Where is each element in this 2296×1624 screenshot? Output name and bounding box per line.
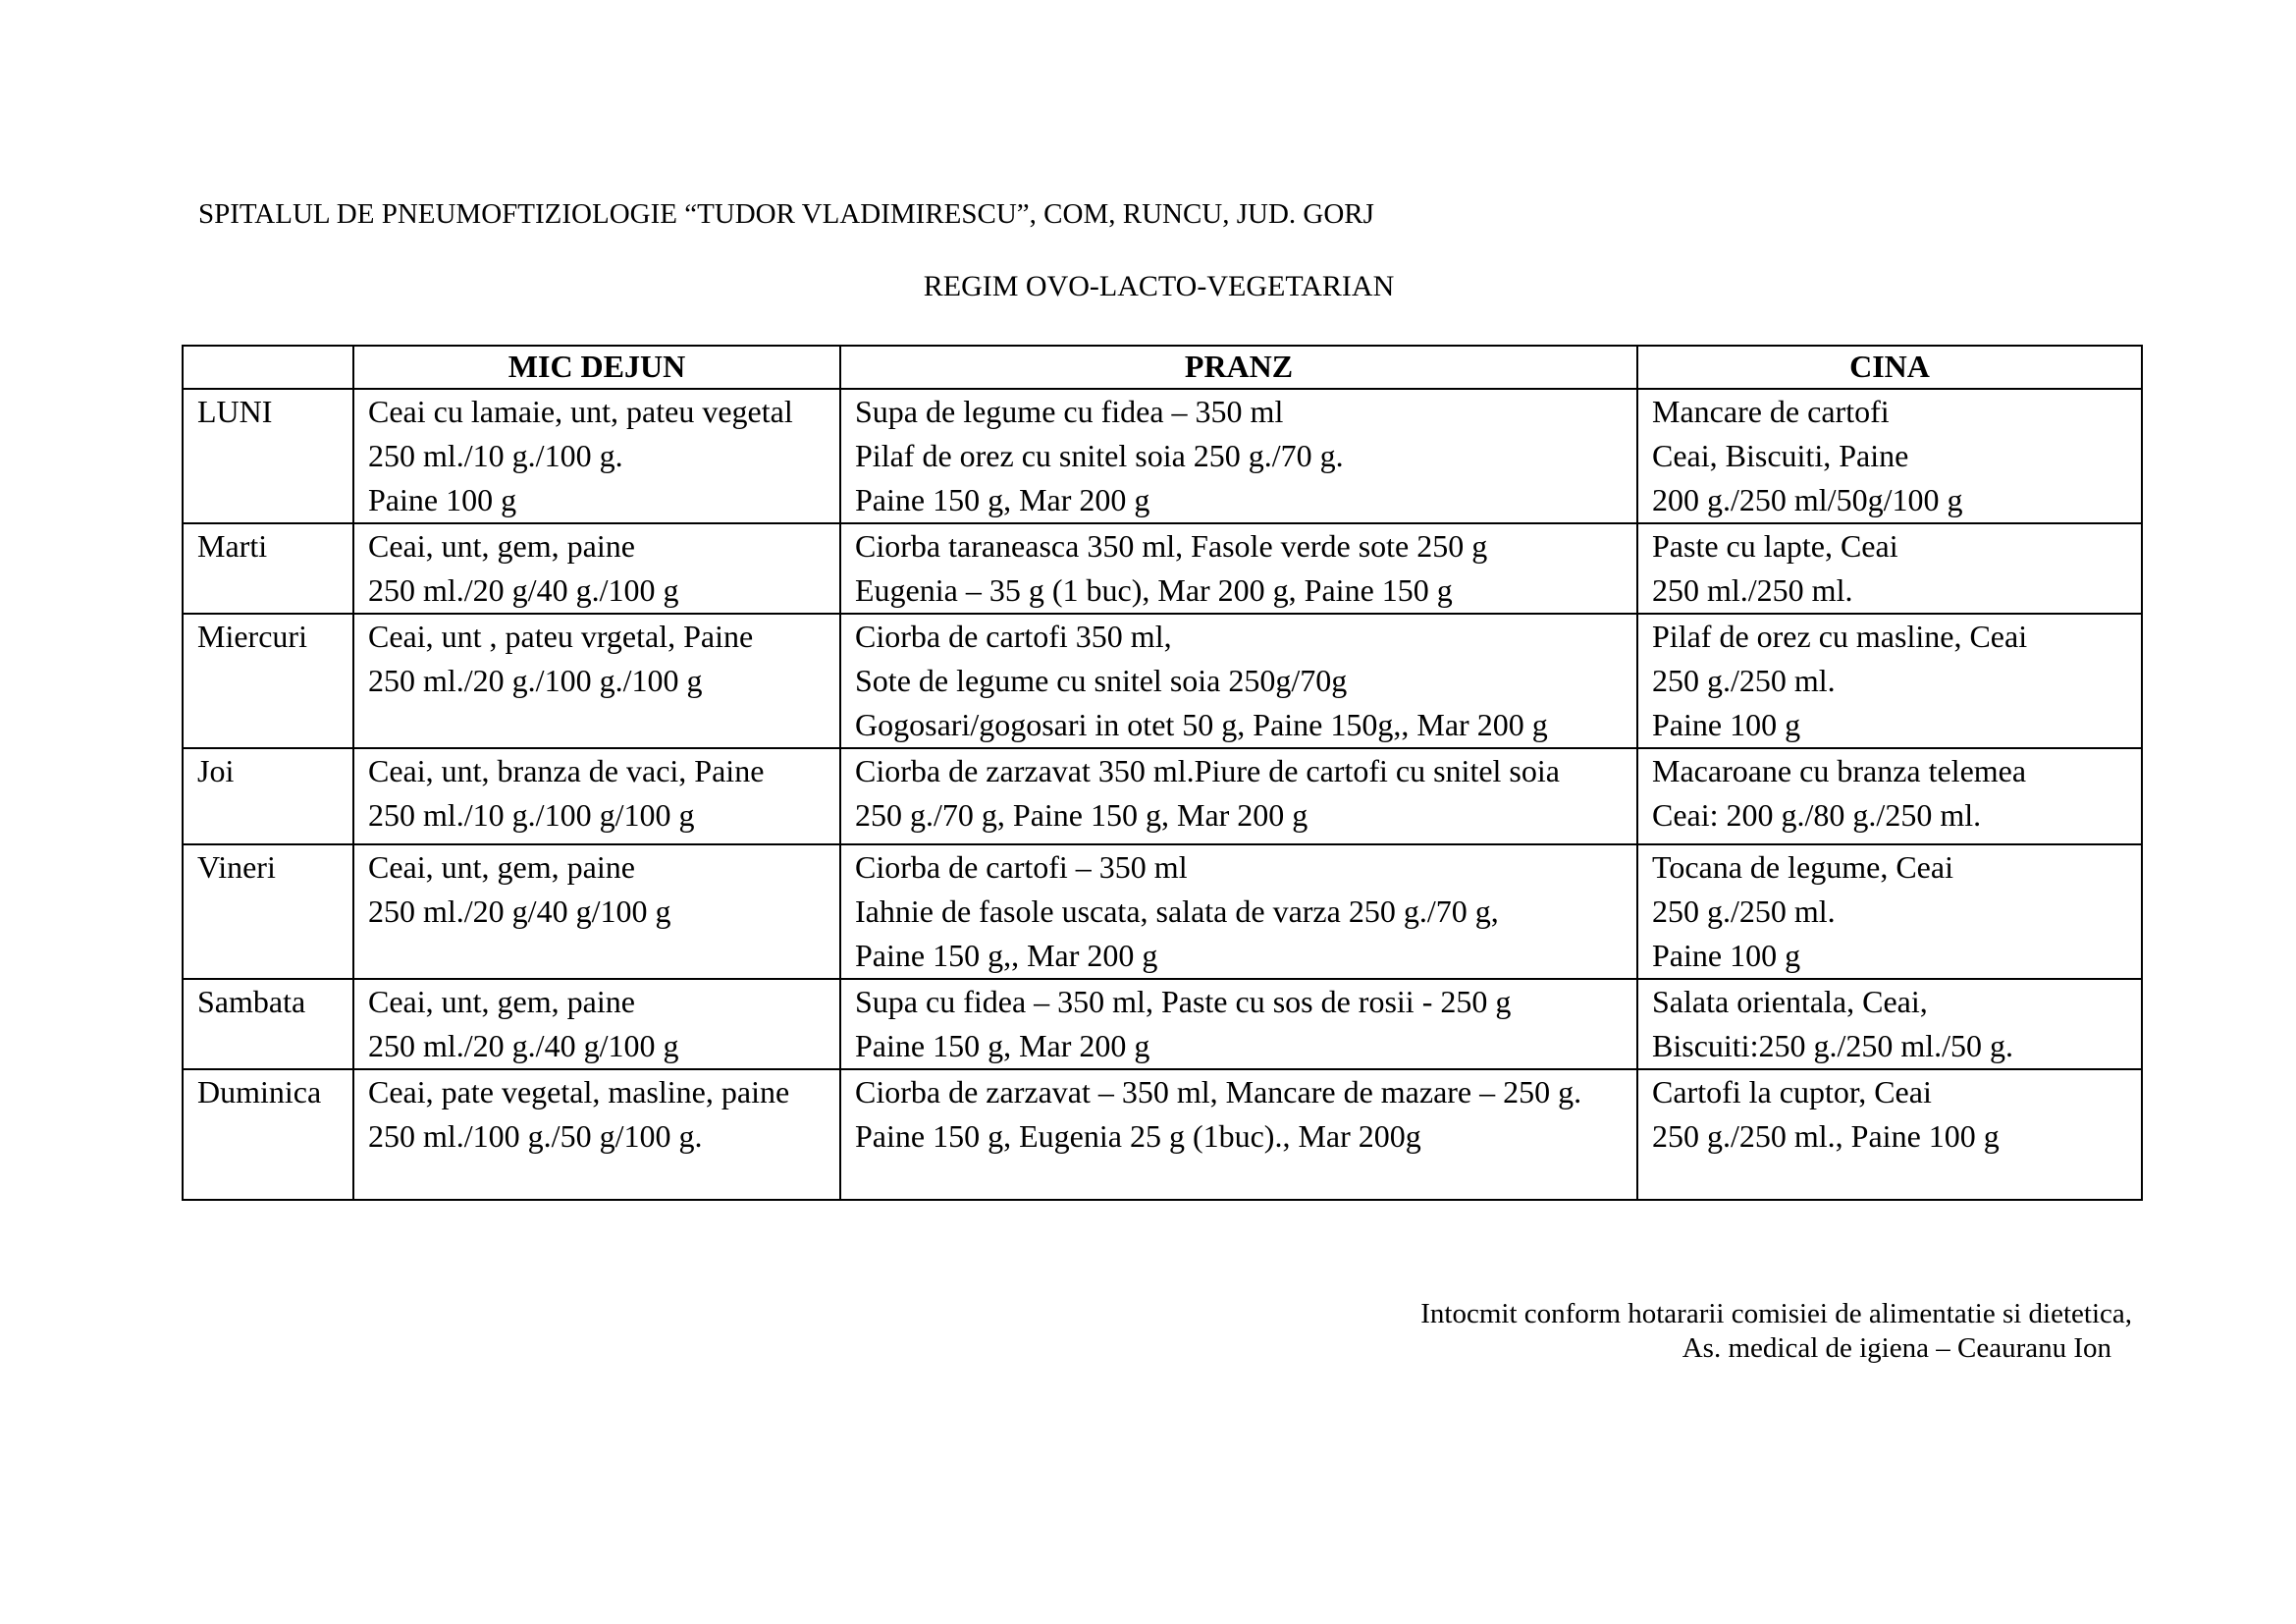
dinner-line: 200 g./250 ml/50g/100 g [1652, 482, 1963, 517]
lunch-cell [840, 614, 1637, 748]
dinner-line: 250 g./250 ml., Paine 100 g [1652, 1118, 2000, 1154]
lunch-line: Paine 150 g, Mar 200 g [855, 1028, 1150, 1063]
dinner-cell [1637, 979, 2142, 1069]
footer-signatory: As. medical de igiena – Ceauranu Ion [1682, 1332, 2111, 1364]
dinner-line: Macaroane cu branza telemea [1652, 753, 2027, 788]
breakfast-line: Ceai cu lamaie, unt, pateu vegetal [368, 394, 793, 429]
day-label: LUNI [197, 394, 273, 429]
table-header-row [183, 346, 2142, 389]
lunch-cell [840, 1069, 1637, 1200]
day-cell [183, 389, 353, 523]
dinner-line: 250 ml./250 ml. [1652, 572, 1853, 608]
dinner-line: 250 g./250 ml. [1652, 663, 1836, 698]
table-row [183, 614, 2142, 748]
dinner-line: Biscuiti:250 g./250 ml./50 g. [1652, 1028, 2014, 1063]
lunch-line: Supa de legume cu fidea – 350 ml [855, 394, 1284, 429]
day-label: Vineri [197, 849, 276, 885]
breakfast-line: Ceai, unt, gem, paine [368, 849, 635, 885]
day-label: Duminica [197, 1074, 322, 1110]
day-cell [183, 1069, 353, 1200]
breakfast-cell [353, 523, 840, 614]
regime-title: REGIM OVO-LACTO-VEGETARIAN [923, 270, 1395, 302]
breakfast-line: 250 ml./20 g./40 g/100 g [368, 1028, 679, 1063]
table-row [183, 844, 2142, 979]
lunch-line: Ciorba taraneasca 350 ml, Fasole verde sote 250 g [855, 528, 1488, 564]
dinner-line: Cartofi la cuptor, Ceai [1652, 1074, 1932, 1110]
lunch-line: Paine 150 g,, Mar 200 g [855, 938, 1158, 973]
dinner-line: Paine 100 g [1652, 707, 1801, 742]
dinner-cell [1637, 389, 2142, 523]
day-label: Joi [197, 753, 235, 788]
breakfast-cell [353, 389, 840, 523]
breakfast-line: 250 ml./100 g./50 g/100 g. [368, 1118, 703, 1154]
breakfast-line: 250 ml./10 g./100 g. [368, 438, 623, 473]
lunch-cell [840, 523, 1637, 614]
menu-table [182, 345, 2143, 1201]
breakfast-cell [353, 844, 840, 979]
table-row [183, 389, 2142, 523]
day-cell [183, 844, 353, 979]
lunch-line: Paine 150 g, Mar 200 g [855, 482, 1150, 517]
dinner-cell [1637, 523, 2142, 614]
lunch-cell [840, 748, 1637, 844]
breakfast-cell [353, 614, 840, 748]
table-row [183, 979, 2142, 1069]
hospital-name: SPITALUL DE PNEUMOFTIZIOLOGIE “TUDOR VLADIMIRESCU”, COM, RUNCU, JUD. GORJ [198, 198, 1374, 230]
dinner-line: Pilaf de orez cu masline, Ceai [1652, 619, 2028, 654]
day-label: Sambata [197, 984, 306, 1019]
header-dinner: CINA [1637, 346, 2142, 389]
footer-approval-note: Intocmit conform hotararii comisiei de alimentatie si dietetica, [1420, 1298, 2132, 1329]
dinner-line: Salata orientala, Ceai, [1652, 984, 1928, 1019]
lunch-cell [840, 979, 1637, 1069]
breakfast-line: 250 ml./20 g/40 g./100 g [368, 572, 679, 608]
lunch-line: Ciorba de cartofi – 350 ml [855, 849, 1188, 885]
breakfast-cell [353, 1069, 840, 1200]
table-row [183, 1069, 2142, 1200]
dinner-line: Paine 100 g [1652, 938, 1801, 973]
lunch-line: Gogosari/gogosari in otet 50 g, Paine 150g,, Mar 200 g [855, 707, 1548, 742]
dinner-cell [1637, 1069, 2142, 1200]
day-cell [183, 979, 353, 1069]
header-breakfast: MIC DEJUN [353, 346, 840, 389]
lunch-line: Ciorba de cartofi 350 ml, [855, 619, 1172, 654]
lunch-cell [840, 844, 1637, 979]
header-day [183, 346, 353, 389]
dinner-cell [1637, 748, 2142, 844]
breakfast-line: 250 ml./20 g/40 g/100 g [368, 893, 671, 929]
day-label: Marti [197, 528, 268, 564]
breakfast-line: Ceai, unt , pateu vrgetal, Paine [368, 619, 754, 654]
day-label: Miercuri [197, 619, 307, 654]
day-cell [183, 614, 353, 748]
lunch-line: Paine 150 g, Eugenia 25 g (1buc)., Mar 200g [855, 1118, 1421, 1154]
lunch-line: Sote de legume cu snitel soia 250g/70g [855, 663, 1348, 698]
lunch-cell [840, 389, 1637, 523]
breakfast-line: Ceai, unt, branza de vaci, Paine [368, 753, 765, 788]
dinner-line: Tocana de legume, Ceai [1652, 849, 1953, 885]
dinner-cell [1637, 614, 2142, 748]
breakfast-line: Ceai, pate vegetal, masline, paine [368, 1074, 790, 1110]
breakfast-line: 250 ml./20 g./100 g./100 g [368, 663, 703, 698]
lunch-line: Pilaf de orez cu snitel soia 250 g./70 g. [855, 438, 1344, 473]
breakfast-line: Paine 100 g [368, 482, 517, 517]
dinner-cell [1637, 844, 2142, 979]
header-lunch: PRANZ [840, 346, 1637, 389]
dinner-line: Ceai, Biscuiti, Paine [1652, 438, 1909, 473]
dinner-line: Ceai: 200 g./80 g./250 ml. [1652, 797, 1982, 833]
breakfast-cell [353, 748, 840, 844]
day-cell [183, 748, 353, 844]
lunch-line: Eugenia – 35 g (1 buc), Mar 200 g, Paine 150 g [855, 572, 1453, 608]
dinner-line: Paste cu lapte, Ceai [1652, 528, 1898, 564]
dinner-line: Mancare de cartofi [1652, 394, 1890, 429]
lunch-line: Supa cu fidea – 350 ml, Paste cu sos de rosii - 250 g [855, 984, 1512, 1019]
breakfast-line: Ceai, unt, gem, paine [368, 528, 635, 564]
day-cell [183, 523, 353, 614]
dinner-line: 250 g./250 ml. [1652, 893, 1836, 929]
table-row [183, 523, 2142, 614]
lunch-line: Iahnie de fasole uscata, salata de varza 250 g./70 g, [855, 893, 1499, 929]
lunch-line: Ciorba de zarzavat 350 ml.Piure de cartofi cu snitel soia [855, 753, 1560, 788]
table-row [183, 748, 2142, 844]
lunch-line: 250 g./70 g, Paine 150 g, Mar 200 g [855, 797, 1308, 833]
breakfast-line: 250 ml./10 g./100 g/100 g [368, 797, 695, 833]
breakfast-line: Ceai, unt, gem, paine [368, 984, 635, 1019]
lunch-line: Ciorba de zarzavat – 350 ml, Mancare de mazare – 250 g. [855, 1074, 1582, 1110]
breakfast-cell [353, 979, 840, 1069]
